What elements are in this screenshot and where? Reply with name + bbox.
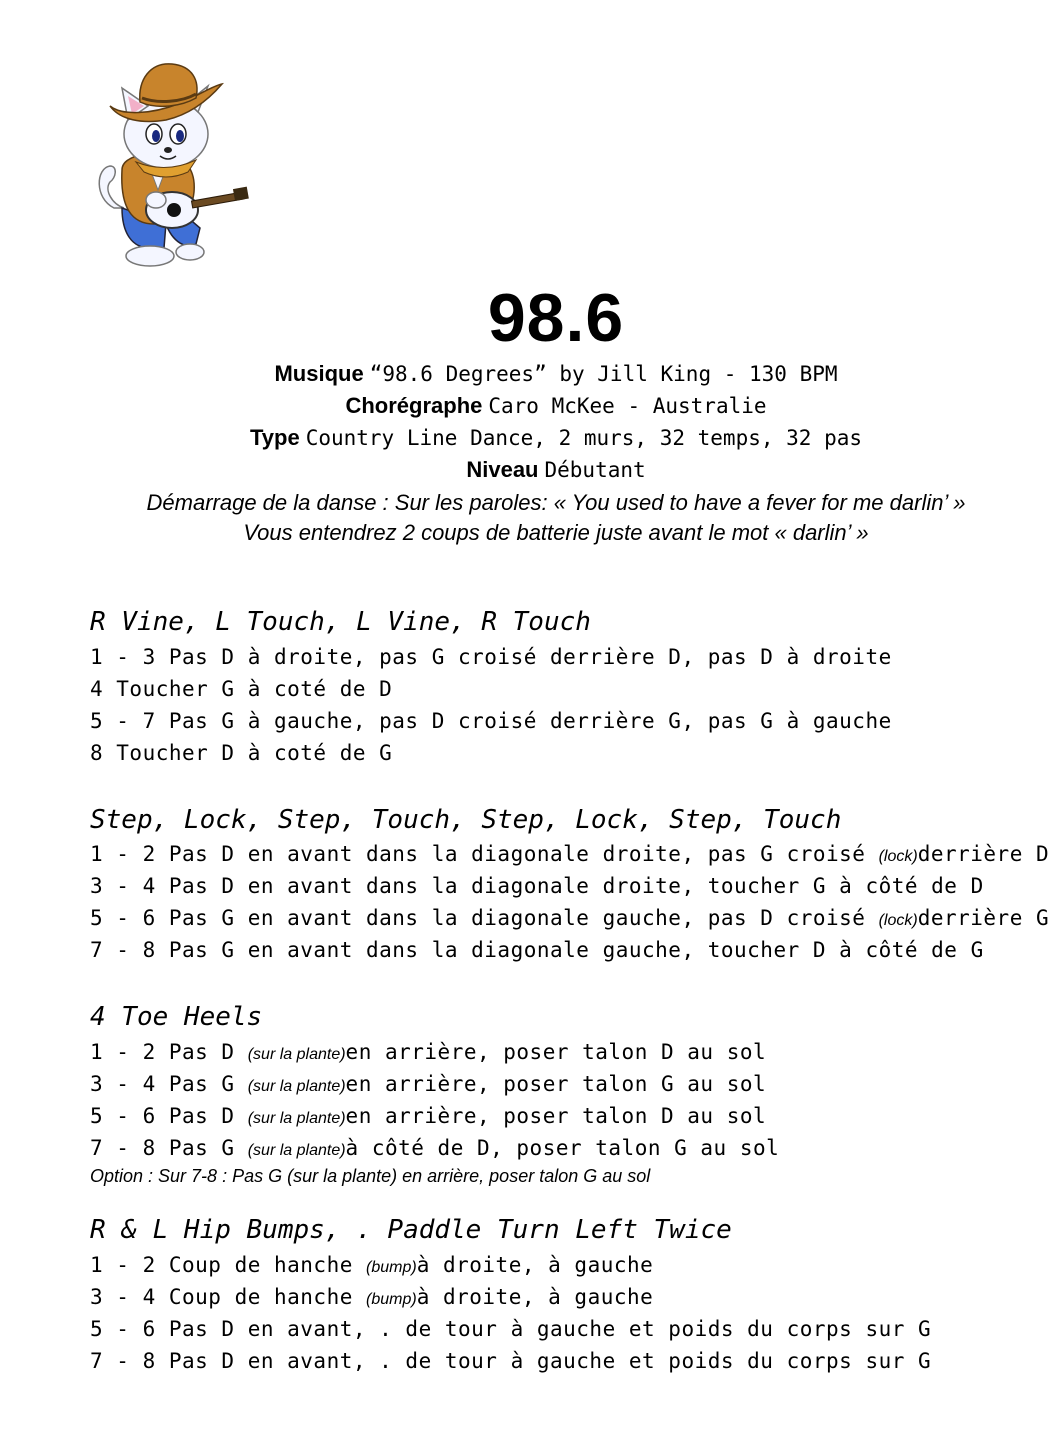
step-line: 3 - 4 Pas D en avant dans la diagonale droite, toucher G à côté de D xyxy=(90,874,984,898)
type-value: Country Line Dance, 2 murs, 32 temps, 32 pas xyxy=(305,426,862,450)
step-line: 4 Toucher G à coté de D xyxy=(90,677,393,701)
intro-line-1: Démarrage de la danse : Sur les paroles: « You used to have a fever for me darlin’ » xyxy=(146,490,966,515)
step-text: 5 - 6 Pas D xyxy=(90,1104,248,1128)
step-line: 8 Toucher D à coté de G xyxy=(90,741,393,765)
niveau-label: Niveau xyxy=(466,457,539,482)
step-text: en arrière, poser talon D au sol xyxy=(345,1104,767,1128)
step-line xyxy=(90,1282,653,1315)
step-note: (bump) xyxy=(366,1291,417,1308)
step-note: (sur la plante) xyxy=(247,1046,346,1063)
choregraphe-label: Chorégraphe xyxy=(345,393,483,418)
page-title: 98.6 xyxy=(487,280,625,356)
step-note: (sur la plante) xyxy=(247,1078,346,1095)
step-line xyxy=(90,903,1049,936)
step-line: 1 - 3 Pas D à droite, pas G croisé derrière D, pas D à droite xyxy=(90,645,892,669)
type-label: Type xyxy=(249,425,300,450)
step-line: 5 - 6 Pas D en avant, . de tour à gauche et poids du corps sur G xyxy=(90,1317,932,1341)
step-line xyxy=(90,1250,653,1283)
step-note: (sur la plante) xyxy=(247,1142,346,1159)
step-text: 5 - 6 Pas G en avant dans la diagonale gauche, pas D croisé xyxy=(90,906,879,930)
step-line xyxy=(90,839,1049,872)
step-note: (lock) xyxy=(878,912,918,929)
meta-niveau xyxy=(0,454,1060,487)
step-note: (lock) xyxy=(878,848,918,865)
section-title: 4 Toe Heels xyxy=(90,1002,263,1032)
intro-line-2: Vous entendrez 2 coups de batterie juste avant le mot « darlin’ » xyxy=(243,520,869,545)
step-text: derrière D xyxy=(917,842,1050,866)
step-text: 1 - 2 Coup de hanche xyxy=(90,1253,367,1277)
step-line xyxy=(90,1101,766,1134)
niveau-value: Débutant xyxy=(544,458,646,482)
musique-label: Musique xyxy=(274,361,364,386)
step-text: en arrière, poser talon D au sol xyxy=(345,1040,767,1064)
step-text: en arrière, poser talon G au sol xyxy=(345,1072,767,1096)
meta-choregraphe xyxy=(0,390,1060,423)
choregraphe-value: Caro McKee - Australie xyxy=(488,394,767,418)
step-text: derrière G xyxy=(917,906,1050,930)
section-title: Step, Lock, Step, Touch, Step, Lock, Step, Touch xyxy=(90,805,842,835)
musique-value: “98.6 Degrees” by Jill King - 130 BPM xyxy=(369,362,838,386)
step-text: à droite, à gauche xyxy=(416,1253,654,1277)
step-text: à côté de D, poser talon G au sol xyxy=(345,1136,780,1160)
meta-type xyxy=(0,422,1060,455)
step-text: 1 - 2 Pas D xyxy=(90,1040,248,1064)
step-note: (sur la plante) xyxy=(247,1110,346,1127)
step-line xyxy=(90,1069,766,1102)
meta-musique xyxy=(0,358,1060,391)
step-line xyxy=(90,1133,779,1166)
step-text: 7 - 8 Pas G xyxy=(90,1136,248,1160)
step-line: 7 - 8 Pas G en avant dans la diagonale gauche, toucher D à côté de G xyxy=(90,938,984,962)
step-note: (bump) xyxy=(366,1259,417,1276)
step-text: 1 - 2 Pas D en avant dans la diagonale droite, pas G croisé xyxy=(90,842,879,866)
step-text: à droite, à gauche xyxy=(416,1285,654,1309)
step-line: 5 - 7 Pas G à gauche, pas D croisé derrière G, pas G à gauche xyxy=(90,709,892,733)
option-note: Option : Sur 7-8 : Pas G (sur la plante) en arrière, poser talon G au sol xyxy=(90,1166,651,1186)
section-title: R & L Hip Bumps, . Paddle Turn Left Twice xyxy=(90,1215,732,1245)
step-line: 7 - 8 Pas D en avant, . de tour à gauche et poids du corps sur G xyxy=(90,1349,932,1373)
cowboy-cat-guitar-icon xyxy=(92,58,252,270)
step-text: 3 - 4 Pas G xyxy=(90,1072,248,1096)
section-title: R Vine, L Touch, L Vine, R Touch xyxy=(90,607,591,637)
step-text: 3 - 4 Coup de hanche xyxy=(90,1285,367,1309)
step-line xyxy=(90,1037,766,1070)
